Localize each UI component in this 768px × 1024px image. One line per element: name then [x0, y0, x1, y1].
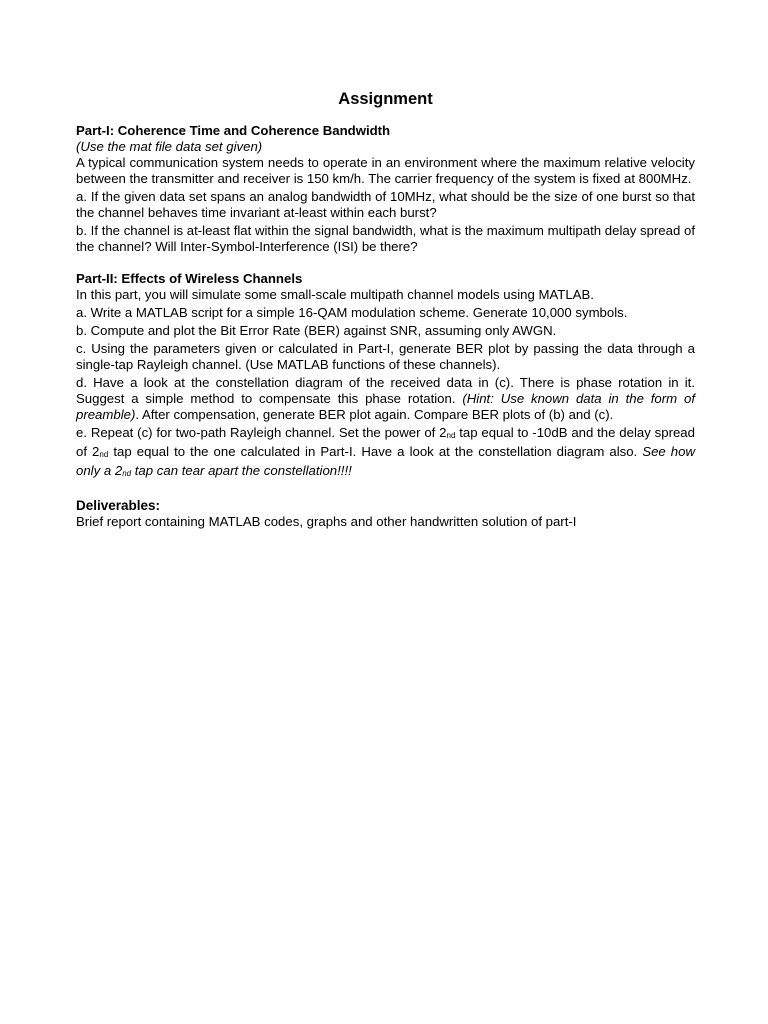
deliverables-text: Brief report containing MATLAB codes, graphs and other handwritten solution of part-I [76, 514, 577, 529]
part2-heading: Part-II: Effects of Wireless Channels [76, 271, 303, 286]
part2-question-e-text-1: e. Repeat (c) for two-path Rayleigh channel. Set the power of 2 [76, 425, 447, 440]
part2-question-d-hint: (Hint: Use known data in the form of preamble) [76, 391, 695, 422]
document-title: Assignment [338, 90, 433, 108]
part2-question-e-ordinal-2: nd [99, 450, 109, 459]
part1-section [76, 123, 695, 255]
part1-question-a: a. If the given data set spans an analog bandwidth of 10MHz, what should be the size of one burst so that the channel behaves time invariant at-least within each burst? [76, 189, 695, 220]
part2-intro: In this part, you will simulate some small-scale multipath channel models using MATLAB. [76, 287, 594, 302]
part2-question-a: a. Write a MATLAB script for a simple 16-QAM modulation scheme. Generate 10,000 symbols. [76, 305, 628, 320]
part1-subtitle: (Use the mat file data set given) [76, 139, 263, 154]
part2-question-d-text-1: d. Have a look at the constellation diagram of the received data in (c). There is phase rotation in it. Suggest a simple method to compensate this phase rotation. [76, 375, 695, 406]
part2-question-e-emphasis-1: See how only a 2 [76, 444, 695, 478]
deliverables-section [76, 498, 695, 530]
part2-question-e-emphasis-2: tap can tear apart the constellation!!!! [131, 463, 352, 478]
part2-question-e-text-2: tap equal to -10dB and the delay spread of 2 [76, 425, 695, 459]
part1-intro: A typical communication system needs to operate in an environment where the maximum relative velocity between the transmitter and receiver is 150 km/h. The carrier frequency of the system is fixed at 800MHz. [76, 155, 695, 186]
part2-question-e [76, 425, 695, 482]
part2-question-d [76, 375, 695, 423]
part2-question-d-text-2: . After compensation, generate BER plot again. Compare BER plots of (b) and (c). [135, 407, 614, 422]
deliverables-heading: Deliverables: [76, 498, 161, 513]
part2-question-e-text-3: tap equal to the one calculated in Part-I. Have a look at the constellation diagram also. [108, 444, 643, 459]
part2-question-c: c. Using the parameters given or calculated in Part-I, generate BER plot by passing the data through a single-tap Rayleigh channel. (Use MATLAB functions of these channels). [76, 341, 695, 372]
part1-heading: Part-I: Coherence Time and Coherence Bandwidth [76, 123, 391, 138]
part2-section [76, 271, 695, 482]
part2-question-e-ordinal-1: nd [446, 431, 456, 440]
part2-question-b: b. Compute and plot the Bit Error Rate (BER) against SNR, assuming only AWGN. [76, 323, 557, 338]
part2-question-e-ordinal-3: nd [122, 469, 132, 478]
part1-question-b: b. If the channel is at-least flat within the signal bandwidth, what is the maximum multipath delay spread of the channel? Will Inter-Symbol-Interference (ISI) be there? [76, 223, 695, 254]
